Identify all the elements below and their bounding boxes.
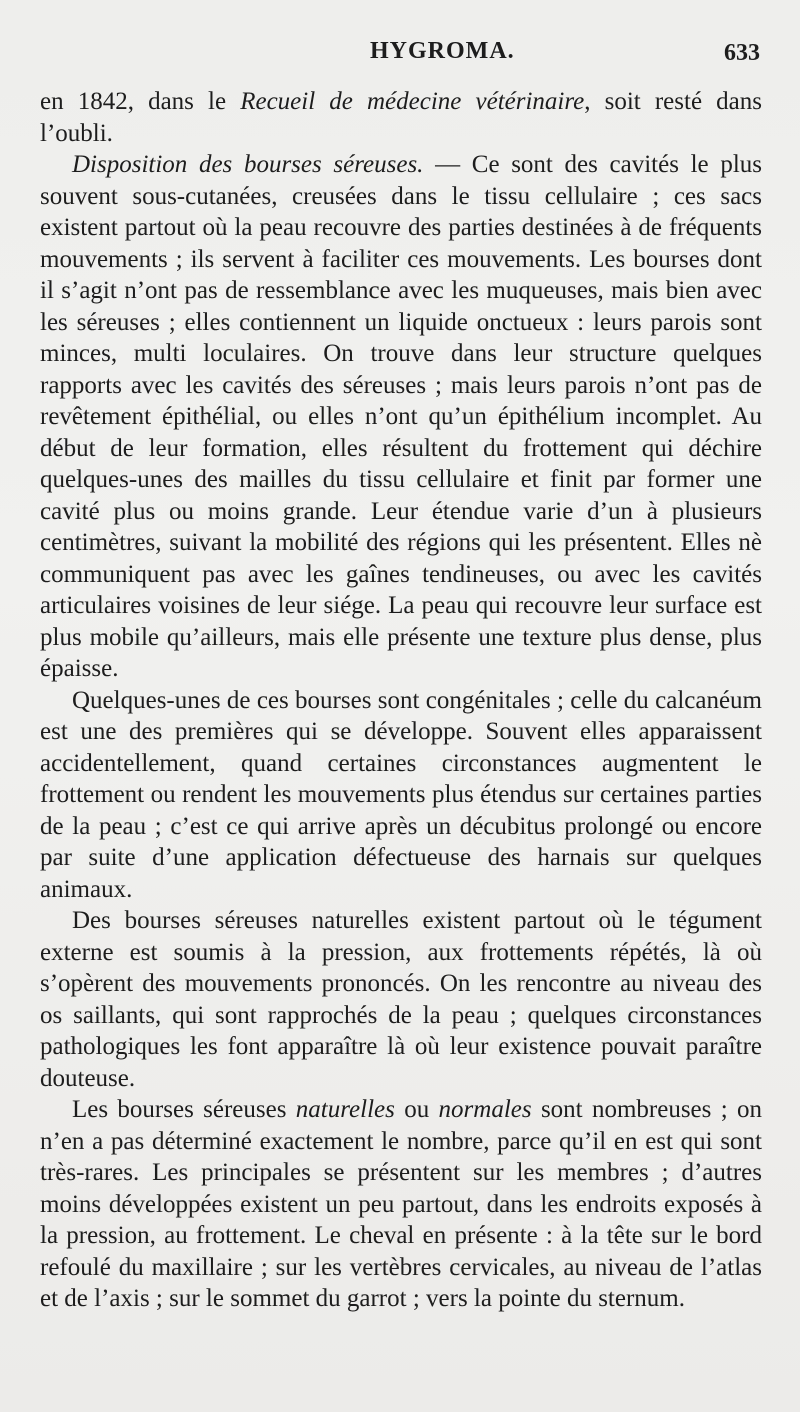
text-run: , soit resté dans l’oubli. (40, 88, 762, 147)
text-run: sont nombreuses ; on n’en a pas déterminé exactement le nombre, parce qu’il en est qui sont très-rares. Les principales se présentent sur les membres ; d’autres moins développées existent un peu partout, dans les endroits exposés à la pression, au frottement. Le cheval en présente : à la tête sur le bord refoulé du maxillaire ; sur les vertèbres cervicales, au niveau de l’atlas et de l’axis ; sur le sommet du garrot ; vers la pointe du sternum. (40, 1096, 763, 1312)
text-run: Les bourses séreuses (72, 1096, 296, 1123)
page-number: 633 (724, 40, 760, 66)
italic-run: Recueil de médecine vétérinaire (240, 88, 585, 115)
italic-run: naturelles (295, 1096, 395, 1123)
text-run: — Ce sont des cavités le plus souvent sous-cutanées, creusées dans le tissu cellulaire ; ces sacs existent partout où la peau recouvre des parties destinées à de fréquents mouvements ; ils servent à faciliter ces mouvements. Les bourses dont il s’agit n’ont pas de ressemblance avec les muqueuses, mais bien avec les séreuses ; elles contiennent un liquide onctueux : leurs parois sont minces, multi loculaires. On trouve dans leur structure quelques rapports avec les cavités des séreuses ; mais leurs parois n’ont pas de revêtement épithélial, ou elles n’ont qu’un épithélium incomplet. Au début de leur formation, elles résultent du frottement qui déchire quelques-unes des mailles du tissu cellulaire et finit par former une cavité plus ou moins grande. Leur étendue varie d’un à plusieurs centimètres, suivant la mobilité des régions qui les présentent. Elles nè communiquent pas avec les gaînes tendineuses, ou avec les cavités articulaires voisines de leur siége. La peau qui recouvre leur surface est plus mobile qu’ailleurs, mais elle présente une texture plus dense, plus épaisse. (40, 151, 762, 682)
paragraph-natural-bursae (40, 905, 762, 1094)
text-run: Quelques-unes de ces bourses sont congénitales ; celle du calcanéum est une des premières qui se développe. Souvent elles apparaissent accidentellement, quand certaines circonstances augmentent le frottement ou rendent les mouvements plus étendus sur certaines parties de la peau ; c’est ce qui arrive après un décubitus prolongé ou encore par suite d’une application défectueuse des harnais sur quelques animaux. (40, 686, 762, 903)
paragraph-congenital (40, 685, 762, 906)
italic-run: Disposition des bourses séreuses. (72, 151, 424, 178)
paragraph-principal-bursae (40, 1094, 762, 1315)
text-run: ou (394, 1096, 439, 1123)
italic-run: normales (438, 1096, 532, 1123)
paragraph-disposition (40, 149, 762, 685)
running-title: HYGROMA. (370, 38, 515, 64)
text-run: Des bourses séreuses naturelles existent partout où le tégument externe est soumis à la pression, aux frottements répétés, là où s’opèrent des mouvements prononcés. On les rencontre au niveau des os saillants, qui sont rapprochés de la peau ; quelques circonstances pathologiques les font apparaître là où leur existence pouvait paraître douteuse. (40, 907, 762, 1092)
paragraph-continuation (40, 86, 762, 149)
text-run: en 1842, dans le (40, 88, 241, 115)
body-text (40, 86, 762, 1315)
page-header (40, 38, 760, 78)
